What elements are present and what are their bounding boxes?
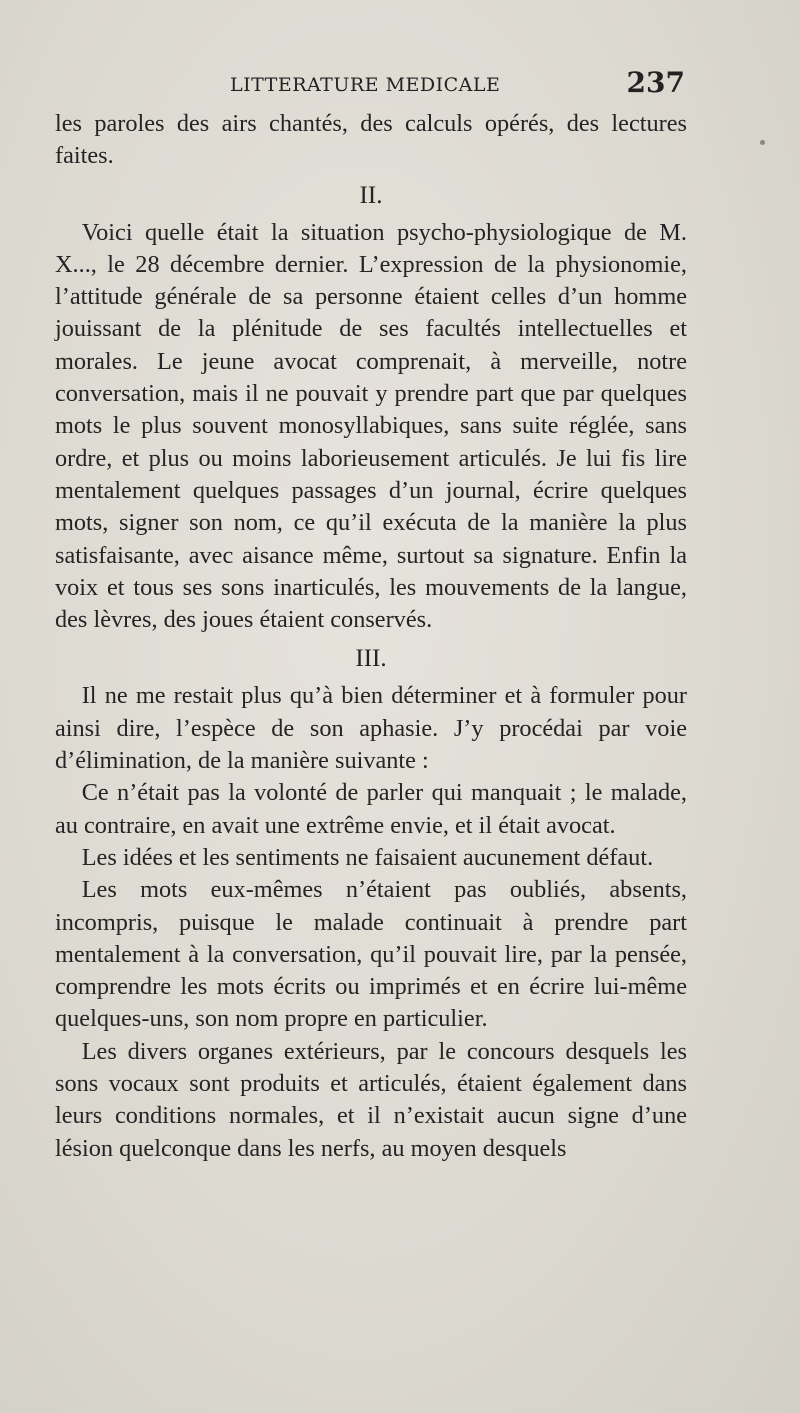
paragraph-organes: Les divers organes extérieurs, par le concours desquels les sons vocaux sont produits et articulés, étaient également dans leurs conditions normales, et il n’existait aucun signe d’une lésion quelconque dans les nerfs, au moyen desquels: [55, 1037, 687, 1162]
paragraph-volonte: Ce n’était pas la volonté de parler qui manquait ; le malade, au contraire, en avait une extrême envie, et il était avocat.: [55, 779, 687, 839]
page-number: 237: [626, 66, 685, 99]
paragraph-idees: Les idées et les sentiments ne faisaient aucunement défaut.: [81, 843, 654, 871]
paragraph-elimination: Il ne me restait plus qu’à bien déterminer et à formuler pour ainsi dire, l’espèce de son aphasie. J’y procédai par voie d’élimination, de la manière suivante :: [55, 682, 687, 775]
ink-speck: [760, 140, 765, 145]
body-text: [55, 108, 687, 1165]
running-title: LITTERATURE MEDICALE: [230, 74, 501, 96]
section-heading-ii: II.: [359, 181, 383, 209]
paragraph-situation: Voici quelle était la situation psycho-physiologique de M. X..., le 28 décembre dernier. L’expression de la physionomie, l’attitude générale de sa personne étaient celles d’un homme jouissant de la plénitude de ses facultés intellectuelles et morales. Le jeune avocat comprenait, à merveille, notre conversation, mais il ne pouvait y prendre part que par quelques mots le plus souvent monosyllabiques, sans suite réglée, sans ordre, et plus ou moins laborieusement articulés. Je lui fis lire mentalement quelques passages d’un journal, écrire quelques mots, signer son nom, ce qu’il exécuta de la manière la plus satisfaisante, avec aisance même, surtout sa signature. Enfin la voix et tous ses sons inarticulés, les mouvements de la langue, des lèvres, des joues étaient conservés.: [55, 218, 687, 634]
section-heading-iii: III.: [355, 645, 387, 673]
paragraph-continuation: les paroles des airs chantés, des calculs opérés, des lectures faites.: [55, 110, 687, 170]
page-header: [55, 68, 685, 108]
paragraph-mots: Les mots eux-mêmes n’étaient pas oubliés, absents, incompris, puisque le malade continuait à prendre part mentalement à la conversation, qu’il pouvait lire, par la pensée, comprendre les mots écrits ou imprimés et en écrire lui-même quelques-uns, son nom propre en particulier.: [55, 876, 687, 1033]
